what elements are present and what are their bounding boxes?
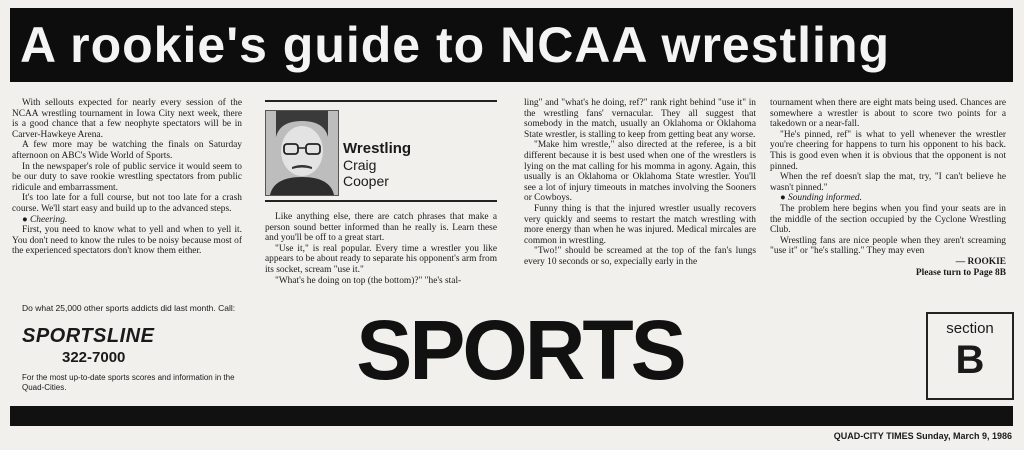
article-column-2 — [265, 212, 497, 286]
paragraph: First, you need to know what to yell and when to yell it. You don't need to know the rules to be noisy because most of the experienced spectators don't know them either. — [12, 225, 242, 257]
section-marker — [926, 312, 1014, 400]
continuation-tag: — ROOKIE — [955, 256, 1006, 267]
paragraph: ling" and "what's he doing, ref?" rank right behind "use it" in the wrestling fans' vernacular. They all suggest that somebody in the match, usually an Oklahoma or Oklahoma State wrestler, is stalling to keep from getting beat any worse. — [524, 98, 756, 140]
section-label: section — [946, 320, 994, 337]
promo-phone: 322-7000 — [62, 349, 126, 366]
paragraph: "Use it," is real popular. Every time a wrestler you like appears to be about ready to separate his opponent's arm from its socket, scream "use it." — [265, 243, 497, 275]
paragraph: "He's pinned, ref" is what to yell whenever the wrestler you're cheering for happens to turn his opponent to his back. This is good even when it is obvious that the opponent is not pinned. — [770, 129, 1006, 172]
paragraph: With sellouts expected for nearly every session of the NCAA wrestling tournament in Iowa City next week, there is a good chance that a few neophyte spectators will be in Carver-Hawkeye Arena. — [12, 98, 242, 140]
promo-brand: SPORTSLINE — [22, 325, 155, 347]
byline-rule-bottom — [265, 200, 497, 202]
paragraph: When the ref doesn't slap the mat, try, "I can't believe he wasn't pinned." — [770, 172, 1006, 193]
headline: A rookie's guide to NCAA wrestling — [20, 17, 891, 73]
columnist-photo — [265, 110, 339, 196]
subhead-cheering: ● Cheering. — [22, 214, 68, 225]
article-column-1 — [12, 98, 242, 257]
paragraph: "Make him wrestle," also directed at the referee, is a bit different because it is best used when one of the wrestlers is lying on the mat calling for his momma in agony. Again, this usually is an Oklahoma or Oklahoma State wrestler. You'll see a lot of injury timeouts in matches involving the Sooners or Cowboys. — [524, 140, 756, 204]
author-last-name: Cooper — [343, 173, 389, 189]
byline-kicker: Wrestling — [343, 140, 412, 157]
section-title: SPORTS — [356, 303, 684, 397]
sportsline-promo — [22, 303, 242, 392]
paragraph: In the newspaper's role of public service it would seem to be our duty to save rookie wrestling spectators from public ridicule and embarrassment. — [12, 161, 242, 193]
article-column-4 — [770, 98, 1006, 278]
footer-rule — [10, 406, 1013, 426]
paragraph: A few more may be watching the finals on Saturday afternoon on ABC's Wide World of Sports. — [12, 140, 242, 161]
continuation-jump: Please turn to Page 8B — [915, 267, 1006, 278]
paragraph: tournament when there are eight mats being used. Chances are somewhere a wrestler is about to score two points for a takedown or a near-fall. — [770, 98, 1006, 130]
author-first-name: Craig — [343, 157, 377, 173]
subhead-sounding-informed: ● Sounding informed. — [780, 193, 862, 204]
article-column-3 — [524, 98, 756, 268]
promo-outro: For the most up-to-date sports scores and information in the Quad-Cities. — [22, 373, 235, 392]
section-letter: B — [955, 338, 985, 382]
byline-rule-top — [265, 100, 497, 102]
promo-intro: Do what 25,000 other sports addicts did last month. Call: — [22, 303, 236, 313]
paragraph: "What's he doing on top (the bottom)?" "he's stal- — [275, 275, 462, 286]
footer-dateline: QUAD-CITY TIMES Sunday, March 9, 1986 — [833, 431, 1012, 441]
paragraph: It's too late for a full course, but not too late for a crash course. We'll start easy and build up to the advanced steps. — [12, 193, 242, 214]
byline — [343, 140, 411, 189]
paragraph: The problem here begins when you find your seats are in the middle of the section occupied by the Cyclone Wrestling Club. — [770, 203, 1006, 236]
paragraph: "Two!" should be screamed at the top of the fan's lungs every 10 seconds or so, expecially early in the — [524, 246, 756, 267]
headline-banner — [10, 8, 1013, 82]
paragraph: Wrestling fans are nice people when they aren't screaming "use it" or "he's stalling." They may even — [770, 235, 1006, 257]
paragraph: Like anything else, there are catch phrases that make a person sound better informed than he really is. Learn these and you'll be off to a great start. — [265, 212, 497, 244]
paragraph: Funny thing is that the injured wrestler usually recovers very quickly and seems to restart the match wrestling with more energy than when he was injured. Medical mircales are common in wrestling. — [524, 203, 756, 246]
